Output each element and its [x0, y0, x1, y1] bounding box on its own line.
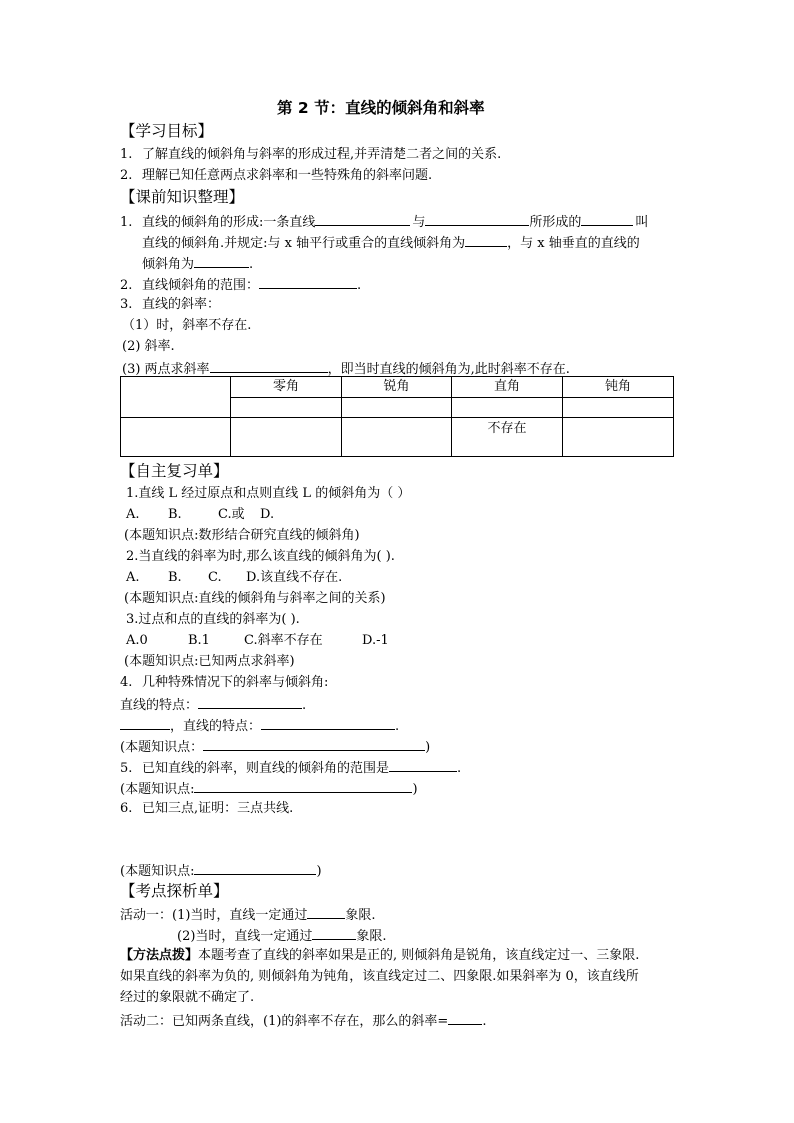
table-cell[interactable] [342, 398, 452, 418]
activity-1-part-1 [120, 906, 376, 924]
fill-blank[interactable] [465, 234, 507, 247]
fill-blank[interactable] [194, 780, 412, 793]
item-number: 6. [120, 801, 133, 816]
review-question-6-note [120, 862, 322, 880]
text-segment: (2)当时，直线一定通过 [177, 929, 313, 944]
text-segment: 直线的倾斜角的形成:一条直线 [142, 215, 316, 230]
review-question-1-options [126, 507, 274, 523]
section-heading-review: 【自主复习单】 [120, 462, 229, 480]
text-segment: . [482, 1014, 487, 1029]
item-number: 5. [120, 761, 133, 776]
item-text: 理解已知任意两点求斜率和一些特殊角的斜率问题. [142, 168, 433, 183]
review-question-1: 1.直线 L 经过原点和点则直线 L 的倾斜角为（ ） [126, 486, 411, 501]
option-b[interactable]: B. [168, 570, 182, 585]
review-question-4-note [120, 738, 430, 756]
review-question-3: 3.过点和点的直线的斜率为( ). [126, 612, 300, 627]
review-question-5 [120, 759, 461, 777]
table-header-cell: 直角 [452, 377, 563, 398]
text-segment: 直线的特点： [120, 698, 199, 713]
review-question-2: 2.当直线的斜率为时,那么该直线的倾斜角为( ). [126, 549, 395, 564]
table-row [121, 418, 674, 457]
preview-item-3 [120, 297, 220, 313]
text-segment: ) [412, 782, 418, 797]
item-text: 了解直线的倾斜角与斜率的形成过程,并弄清楚二者之间的关系. [142, 147, 502, 162]
text-segment: . [249, 257, 254, 272]
text-segment: ，直线的特点： [170, 719, 262, 734]
method-tip-label: 【方法点拨】 [120, 948, 199, 963]
fill-blank[interactable] [307, 906, 345, 919]
text-segment: 倾斜角为 [142, 257, 195, 272]
option-d[interactable]: D.-1 [362, 633, 389, 648]
table-cell [121, 377, 231, 418]
text-segment: 活动二：已知两条直线，(1)的斜率不存在，那么的斜率= [120, 1014, 449, 1029]
fill-blank[interactable] [425, 213, 529, 226]
item-number: 3. [120, 297, 133, 312]
text-segment: ，即当时直线的倾斜角为,此时斜率不存在. [327, 362, 570, 377]
table-header-cell: 零角 [231, 377, 342, 398]
preview-item-2 [120, 276, 361, 294]
review-question-1-note: (本题知识点:数形结合研究直线的倾斜角) [124, 528, 360, 543]
table-cell[interactable] [563, 398, 674, 418]
page-title: 第 2 节：直线的倾斜角和斜率 [277, 99, 485, 117]
table-cell[interactable] [121, 418, 231, 457]
text-segment: 已知直线的斜率，则直线的倾斜角的范围是 [142, 761, 390, 776]
text-segment: 所形成的 [529, 215, 582, 230]
item-number: 1. [120, 147, 133, 162]
option-d[interactable]: D.该直线不存在. [246, 570, 343, 585]
text-segment: 已知三点,证明：三点共线. [142, 801, 294, 816]
fill-blank[interactable] [210, 360, 328, 373]
table-cell: 不存在 [452, 418, 563, 457]
objective-item-2 [120, 168, 432, 184]
preview-item-1-line-2 [142, 234, 640, 252]
objective-item-1 [120, 147, 501, 163]
text-segment: (本题知识点: [120, 782, 195, 797]
fill-blank[interactable] [203, 738, 425, 751]
fill-blank[interactable] [194, 862, 316, 875]
option-a[interactable]: A. [126, 570, 140, 585]
text-segment: ) [425, 740, 431, 755]
table-header-cell: 钝角 [563, 377, 674, 398]
item-number: 4. [120, 675, 133, 690]
text-segment: 直线的倾斜角.并规定:与 x 轴平行或重合的直线倾斜角为 [142, 236, 466, 251]
review-question-4 [120, 675, 328, 691]
fill-blank[interactable] [120, 717, 170, 730]
review-question-3-options [126, 633, 389, 649]
preview-item-1-line-1 [120, 213, 648, 231]
option-c[interactable]: C.或 [218, 507, 245, 522]
method-tip-line-3: 经过的象限就不确定了. [120, 990, 255, 1005]
table-cell[interactable] [563, 418, 674, 457]
option-a[interactable]: A.0 [126, 633, 148, 648]
table-cell[interactable] [231, 398, 342, 418]
text-segment: 象限. [345, 908, 376, 923]
text-segment: 几种特殊情况下的斜率与倾斜角: [142, 675, 329, 690]
text-segment: 本题考查了直线的斜率如果是正的, 则倾斜角是锐角，该直线定过一、三象限. [198, 948, 640, 963]
review-question-3-note: (本题知识点:已知两点求斜率) [124, 654, 295, 669]
text-segment: ) [316, 864, 322, 879]
fill-blank[interactable] [259, 276, 357, 289]
method-tip-line-1 [120, 948, 639, 964]
preview-item-1-line-3 [142, 255, 253, 273]
fill-blank[interactable] [194, 255, 249, 268]
table-cell[interactable] [231, 418, 342, 457]
text-segment: 直线倾斜角的范围： [142, 278, 260, 293]
fill-blank[interactable] [198, 696, 302, 709]
item-number: 2. [120, 278, 133, 293]
text-segment: 直线的斜率： [142, 297, 221, 312]
option-a[interactable]: A. [126, 507, 140, 522]
activity-2 [120, 1012, 486, 1030]
review-question-5-note [120, 780, 418, 798]
text-segment: 活动一：(1)当时，直线一定通过 [120, 908, 308, 923]
item-number: 2. [120, 168, 133, 183]
text-segment: 叫 [635, 215, 649, 230]
review-question-2-note: (本题知识点:直线的倾斜角与斜率之间的关系) [124, 591, 386, 606]
review-question-4-line-2 [120, 717, 399, 735]
text-segment: . [302, 698, 307, 713]
review-question-4-line-1 [120, 696, 306, 714]
fill-blank[interactable] [312, 927, 356, 940]
fill-blank[interactable] [389, 759, 457, 772]
option-c[interactable]: C.斜率不存在 [244, 633, 323, 648]
text-segment: 象限. [356, 929, 387, 944]
text-segment: (本题知识点: [120, 864, 195, 879]
item-number: 1. [120, 215, 133, 230]
method-tip-line-2: 如果直线的斜率为负的, 则倾斜角为钝角，该直线定过二、四象限.如果斜率为 0，该直线所 [120, 969, 639, 984]
section-heading-explore: 【考点探析单】 [120, 882, 229, 900]
text-segment: (本题知识点： [120, 740, 204, 755]
section-heading-preview: 【课前知识整理】 [120, 188, 245, 206]
table-cell[interactable] [342, 418, 452, 457]
text-segment: ，与 x 轴垂直的直线的 [507, 236, 640, 251]
table-header-cell: 锐角 [342, 377, 452, 398]
review-question-2-options [126, 570, 342, 586]
text-segment: . [395, 719, 400, 734]
table-header-row [121, 377, 674, 398]
fill-blank[interactable] [581, 213, 633, 226]
preview-sub-2: (2) 斜率. [122, 339, 175, 354]
fill-blank[interactable] [315, 213, 410, 226]
text-segment: . [357, 278, 362, 293]
table-cell[interactable] [452, 398, 563, 418]
text-segment: . [457, 761, 462, 776]
option-b[interactable]: B.1 [188, 633, 210, 648]
text-segment: (3) 两点求斜率 [122, 362, 210, 377]
fill-blank[interactable] [261, 717, 395, 730]
text-segment: 与 [412, 215, 426, 230]
angle-slope-table [120, 376, 674, 457]
option-c[interactable]: C. [208, 570, 222, 585]
option-d[interactable]: D. [260, 507, 275, 522]
section-heading-objectives: 【学习目标】 [120, 122, 214, 140]
preview-sub-1: （1）时，斜率不存在. [122, 318, 252, 333]
review-question-6 [120, 801, 293, 817]
activity-1-part-2 [177, 927, 387, 945]
option-b[interactable]: B. [168, 507, 182, 522]
fill-blank[interactable] [448, 1012, 482, 1025]
